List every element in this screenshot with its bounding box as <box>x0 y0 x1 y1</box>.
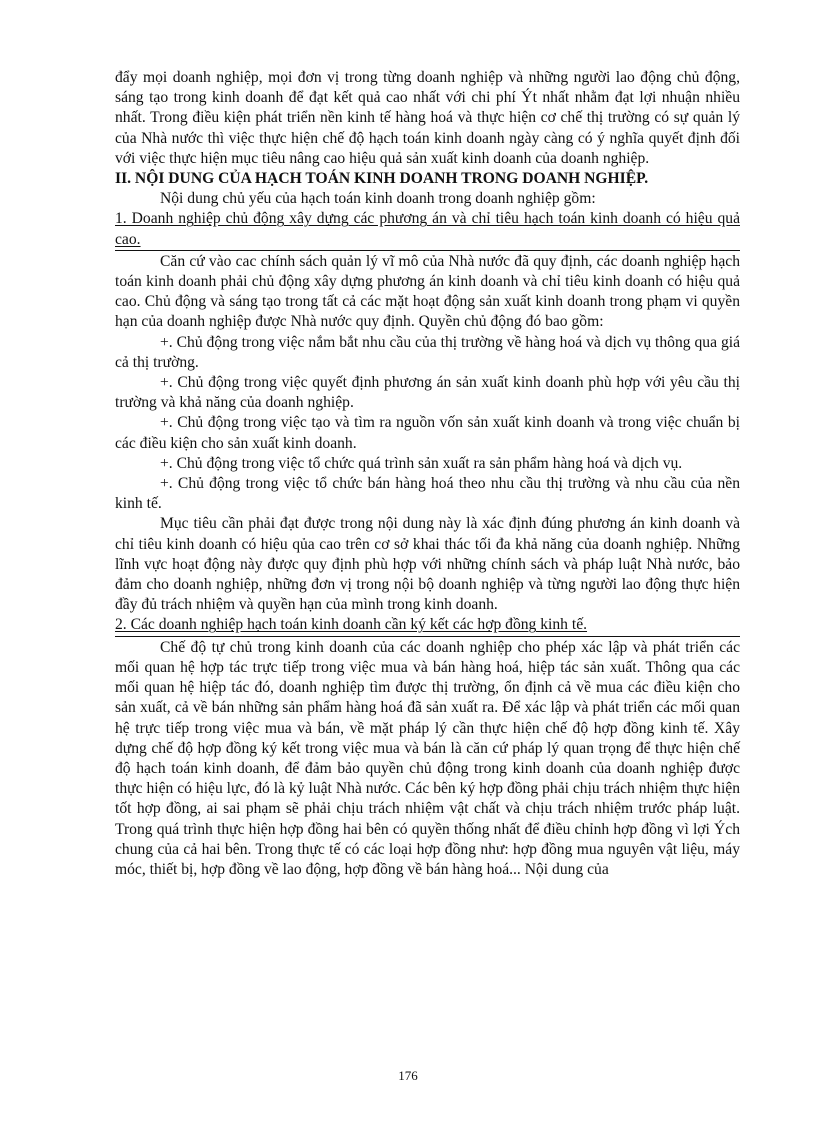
bullet-3: +. Chủ động trong việc tạo và tìm ra nguồn vốn sản xuất kinh doanh và trong việc chuẩn bị các điều kiện cho sản xuất kinh doanh. <box>115 414 740 452</box>
paragraph-intro-continuation: đẩy mọi doanh nghiệp, mọi đơn vị trong từng doanh nghiệp và những người lao động chủ động, sáng tạo trong kinh doanh để đạt kết quả cao nhất với chi phí Ýt nhất nhằm đạt lợi nhuận nhiều nhất. Trong điều kiện phát triển nền kinh tế hàng hoá và thực hiện cơ chế thị trường có sự quản lý của Nhà nước thì việc thực hiện chế độ hạch toán kinh doanh ngày càng có ý nghĩa quyết định đối với việc thực hiện mục tiêu nâng cao hiệu quả sản xuất kinh doanh của doanh nghiệp. <box>115 69 740 167</box>
paragraph-4: Chế độ tự chủ trong kinh doanh của các doanh nghiệp cho phép xác lập và phát triển các mối quan hệ hợp tác trực tiếp trong việc mua và bán hàng hoá, hiệp tác sản xuất. Thông qua các mối quan hệ hiệp tác đó, doanh nghiệp tìm được thị trường, ổn định cả về mua các điều kiện cho sản xuất, cả về bán những sản phẩm hàng hoá đã sản xuất ra. Để xác lập và phát triển các mối quan hệ trực tiếp trong việc mua và bán, về mặt pháp lý cần thực hiện chế độ hợp đồng kinh tế. Xây dựng chế độ hợp đồng ký kết trong việc mua và bán là căn cứ pháp lý quan trọng để thực hiện chế độ hạch toán kinh doanh, để đảm bảo quyền chủ động trong kinh doanh của doanh nghiệp được thực hiện có hiệu lực, đó là kỷ luật Nhà nước. Các bên ký hợp đồng phải chịu trách nhiệm thực hiện tốt hợp đồng, ai sai phạm sẽ phải chịu trách nhiệm vật chất và chịu trách nhiệm trước pháp luật. Trong quá trình thực hiện hợp đồng hai bên có quyền thống nhất để điều chỉnh hợp đồng vì lợi Ých chung của cả hai bên. Trong thực tế có các loại hợp đồng như: hợp đồng mua nguyên vật liệu, máy móc, thiết bị, hợp đồng về lao động, hợp đồng về bán hàng hoá... Nội dung của <box>115 638 740 878</box>
bullet-4: +. Chủ động trong việc tổ chức quá trình sản xuất ra sản phẩm hàng hoá và dịch vụ. <box>160 454 683 472</box>
section-intro: Nội dung chủ yếu của hạch toán kinh doanh trong doanh nghiệp gồm: <box>160 190 596 208</box>
subheading-2-wrapper <box>115 615 740 636</box>
paragraph-2: Căn cứ vào cac chính sách quản lý vĩ mô của Nhà nước đã quy định, các doanh nghiệp hạch toán kinh doanh phải chủ động xây dựng phương án kinh doanh và chỉ tiêu kinh doanh có hiệu quả cao. Chủ động và sáng tạo trong tất cả các mặt hoạt động sản xuất kinh doanh trong phạm vi quyền hạn của doanh nghiệp được Nhà nước quy định. Quyền chủ động đó bao gồm: <box>115 252 740 331</box>
subheading-1: 1. Doanh nghiệp chủ động xây dựng các phương án và chỉ tiêu hạch toán kinh doanh có hiệu quả cao. <box>115 210 740 248</box>
subheading-1-wrapper <box>115 209 740 250</box>
section-heading: II. NỘI DUNG CỦA HẠCH TOÁN KINH DOANH TRONG DOANH NGHIỆP. <box>115 170 649 188</box>
bullet-2: +. Chủ động trong việc quyết định phương án sản xuất kinh doanh phù hợp với yêu cầu thị trường và khả năng của doanh nghiệp. <box>115 374 740 412</box>
bullet-5: +. Chủ động trong việc tổ chức bán hàng hoá theo nhu cầu thị trường và nhu cầu của nền kinh tế. <box>115 475 740 513</box>
page-number: 176 <box>398 1068 418 1083</box>
document-body <box>115 68 740 880</box>
bullet-1: +. Chủ động trong việc nắm bắt nhu cầu của thị trường về hàng hoá và dịch vụ thông qua giá cả thị trường. <box>115 333 740 371</box>
paragraph-3: Mục tiêu cần phải đạt được trong nội dung này là xác định đúng phương án kinh doanh và chỉ tiêu kinh doanh có hiệu qủa cao trên cơ sở khai thác tối đa khả năng của doanh nghiệp. Những lĩnh vực hoạt động này được quy định phù hợp với những chính sách và pháp luật Nhà nước, bảo đảm cho doanh nghiệp, những đơn vị trong nội bộ doanh nghiệp và từng người lao động thực hiện đầy đủ trách nhiệm và quyền hạn của mình trong kinh doanh. <box>115 515 740 614</box>
subheading-2: 2. Các doanh nghiệp hạch toán kinh doanh cần ký kết các hợp đồng kinh tế. <box>115 616 588 634</box>
